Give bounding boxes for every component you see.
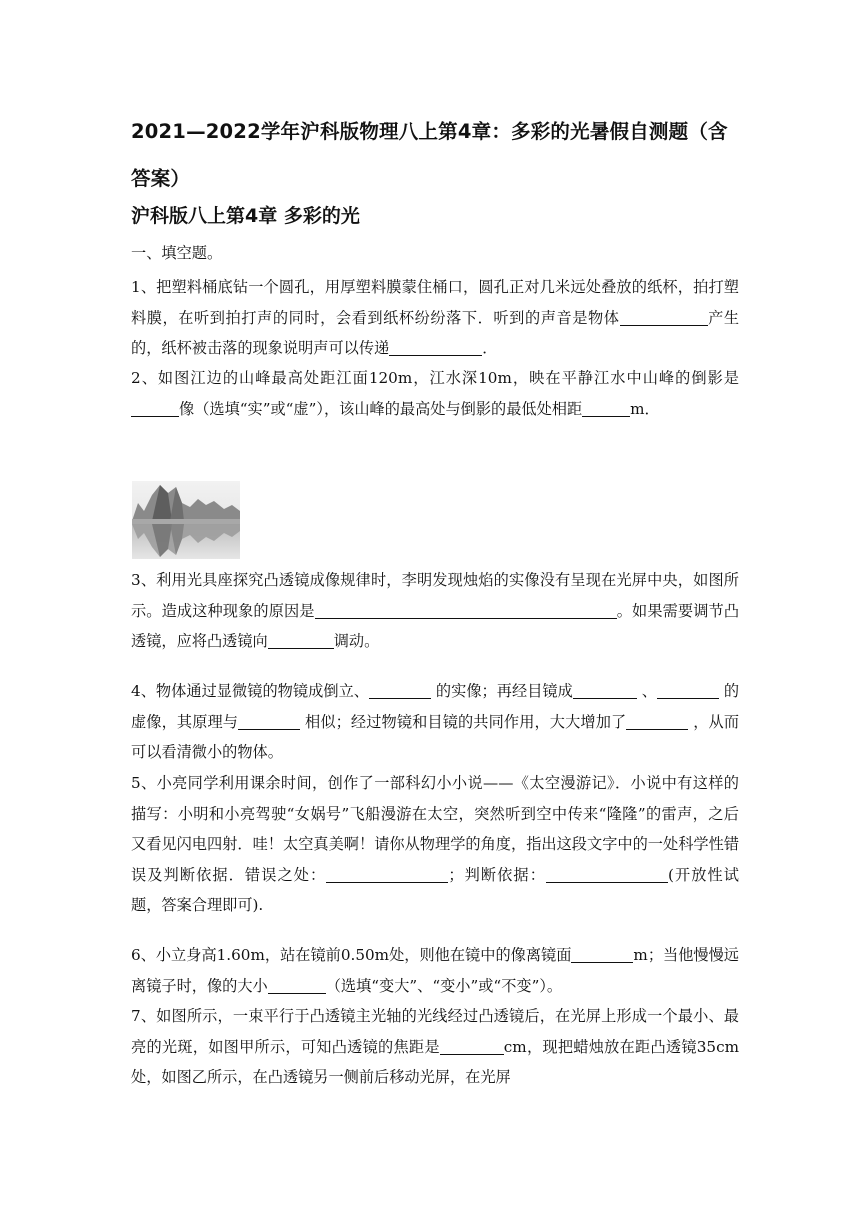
q3-blank-1 — [315, 602, 617, 618]
q6-text-b: m；当他慢慢远离镜子时，像的大小 — [131, 946, 739, 995]
q4-blank-1 — [369, 683, 431, 699]
q1-blank-1 — [620, 309, 708, 325]
q5-text-b: ；判断依据： — [448, 865, 546, 884]
section-label: 一、填空题。 — [131, 244, 223, 262]
section-heading — [131, 238, 739, 269]
question-3 — [131, 565, 739, 657]
question-1 — [131, 272, 739, 364]
question-7 — [131, 1001, 739, 1093]
q3-blank-2 — [268, 633, 334, 649]
q4-blank-3 — [657, 683, 719, 699]
q4-text-b: 的实像；再经目镜成 — [431, 682, 573, 700]
q7-text-b: cm，现把蜡烛放在距凸透镜35cm处，如图乙所示，在凸透镜另一侧前后移动光屏，在光屏 — [131, 1037, 740, 1086]
q4-text-a: 4、物体通过显微镜的物镜成倒立、 — [131, 682, 370, 700]
q4-text-f: ，从而可以看清微小的物体。 — [131, 712, 740, 761]
q2-text-a: 2、如图江边的山峰最高处距江面120m，江水深10m，映在平静江水中山峰的倒影是 — [131, 369, 739, 387]
q3-text-b: 。如果需要调节凸透镜，应将凸透镜向 — [131, 601, 740, 650]
q4-blank-2 — [573, 683, 637, 699]
q2-blank-2 — [582, 400, 630, 416]
question-2 — [131, 363, 739, 424]
q1-text-a: 1、把塑料桶底钻一个圆孔，用厚塑料膜蒙住桶口，圆孔正对几米远处叠放的纸杯，拍打塑料膜，在听到拍打声的同时，会看到纸杯纷纷落下．听到的声音是物体 — [131, 278, 739, 327]
document-title: 2021—2022学年沪科版物理八上第4章：多彩的光暑假自测题（含答案） — [131, 120, 728, 190]
q6-text-a: 6、小立身高1.60m，站在镜前0.50m处，则他在镜中的像离镜面 — [131, 946, 572, 964]
q4-blank-5 — [626, 713, 688, 729]
q6-blank-2 — [268, 977, 326, 993]
q5-blank-1 — [326, 866, 448, 882]
q4-text-e: 相似；经过物镜和目镜的共同作用，大大增加了 — [300, 712, 627, 731]
q2-blank-1 — [131, 400, 179, 416]
q4-blank-4 — [238, 713, 300, 729]
chapter-heading: 沪科版八上第4章 多彩的光 — [131, 205, 360, 227]
q7-text-a: 7、如图所示，一束平行于凸透镜主光轴的光线经过凸透镜后，在光屏上形成一个最小、最亮的光斑，如图甲所示，可知凸透镜的焦距是 — [131, 1007, 739, 1056]
mountain-reflection-image — [132, 481, 240, 559]
q4-text-c: 、 — [636, 682, 657, 700]
question-6 — [131, 940, 739, 1001]
q2-text-c: m． — [630, 399, 660, 418]
q7-blank-1 — [440, 1038, 504, 1054]
q1-text-c: ． — [482, 339, 498, 357]
question-5 — [131, 768, 739, 921]
q6-blank-1 — [571, 947, 633, 963]
question-4 — [131, 676, 739, 768]
q1-text-b: 产生的，纸杯被击落的现象说明声可以传递 — [131, 308, 740, 357]
q3-text-a: 3、利用光具座探究凸透镜成像规律时，李明发现烛焰的实像没有呈现在光屏中央，如图所示。造成这种现象的原因是 — [131, 571, 739, 620]
q3-text-c: 调动。 — [333, 632, 380, 650]
q5-text-a: 5、小亮同学利用课余时间，创作了一部科幻小小说——《太空漫游记》．小说中有这样的描写：小明和小亮驾驶“女娲号”飞船漫游在太空，突然听到空中传来“隆隆”的雷声，之后又看见闪电四射．哇！太空真美啊！请你从物理学的角度，指出这段文字中的一处科学性错误及判断依据．错误之处： — [131, 774, 739, 884]
q1-blank-2 — [389, 340, 482, 356]
q2-text-b: 像（选填“实”或“虚”），该山峰的最高处与倒影的最低处相距 — [179, 399, 583, 418]
q5-text-c: (开放性试题，答案合理即可). — [131, 865, 739, 914]
q5-blank-2 — [546, 866, 668, 882]
q6-text-c: （选填“变大”、“变小”或“不变”）。 — [325, 976, 563, 995]
q4-text-d: 的虚像，其原理与 — [131, 682, 740, 731]
